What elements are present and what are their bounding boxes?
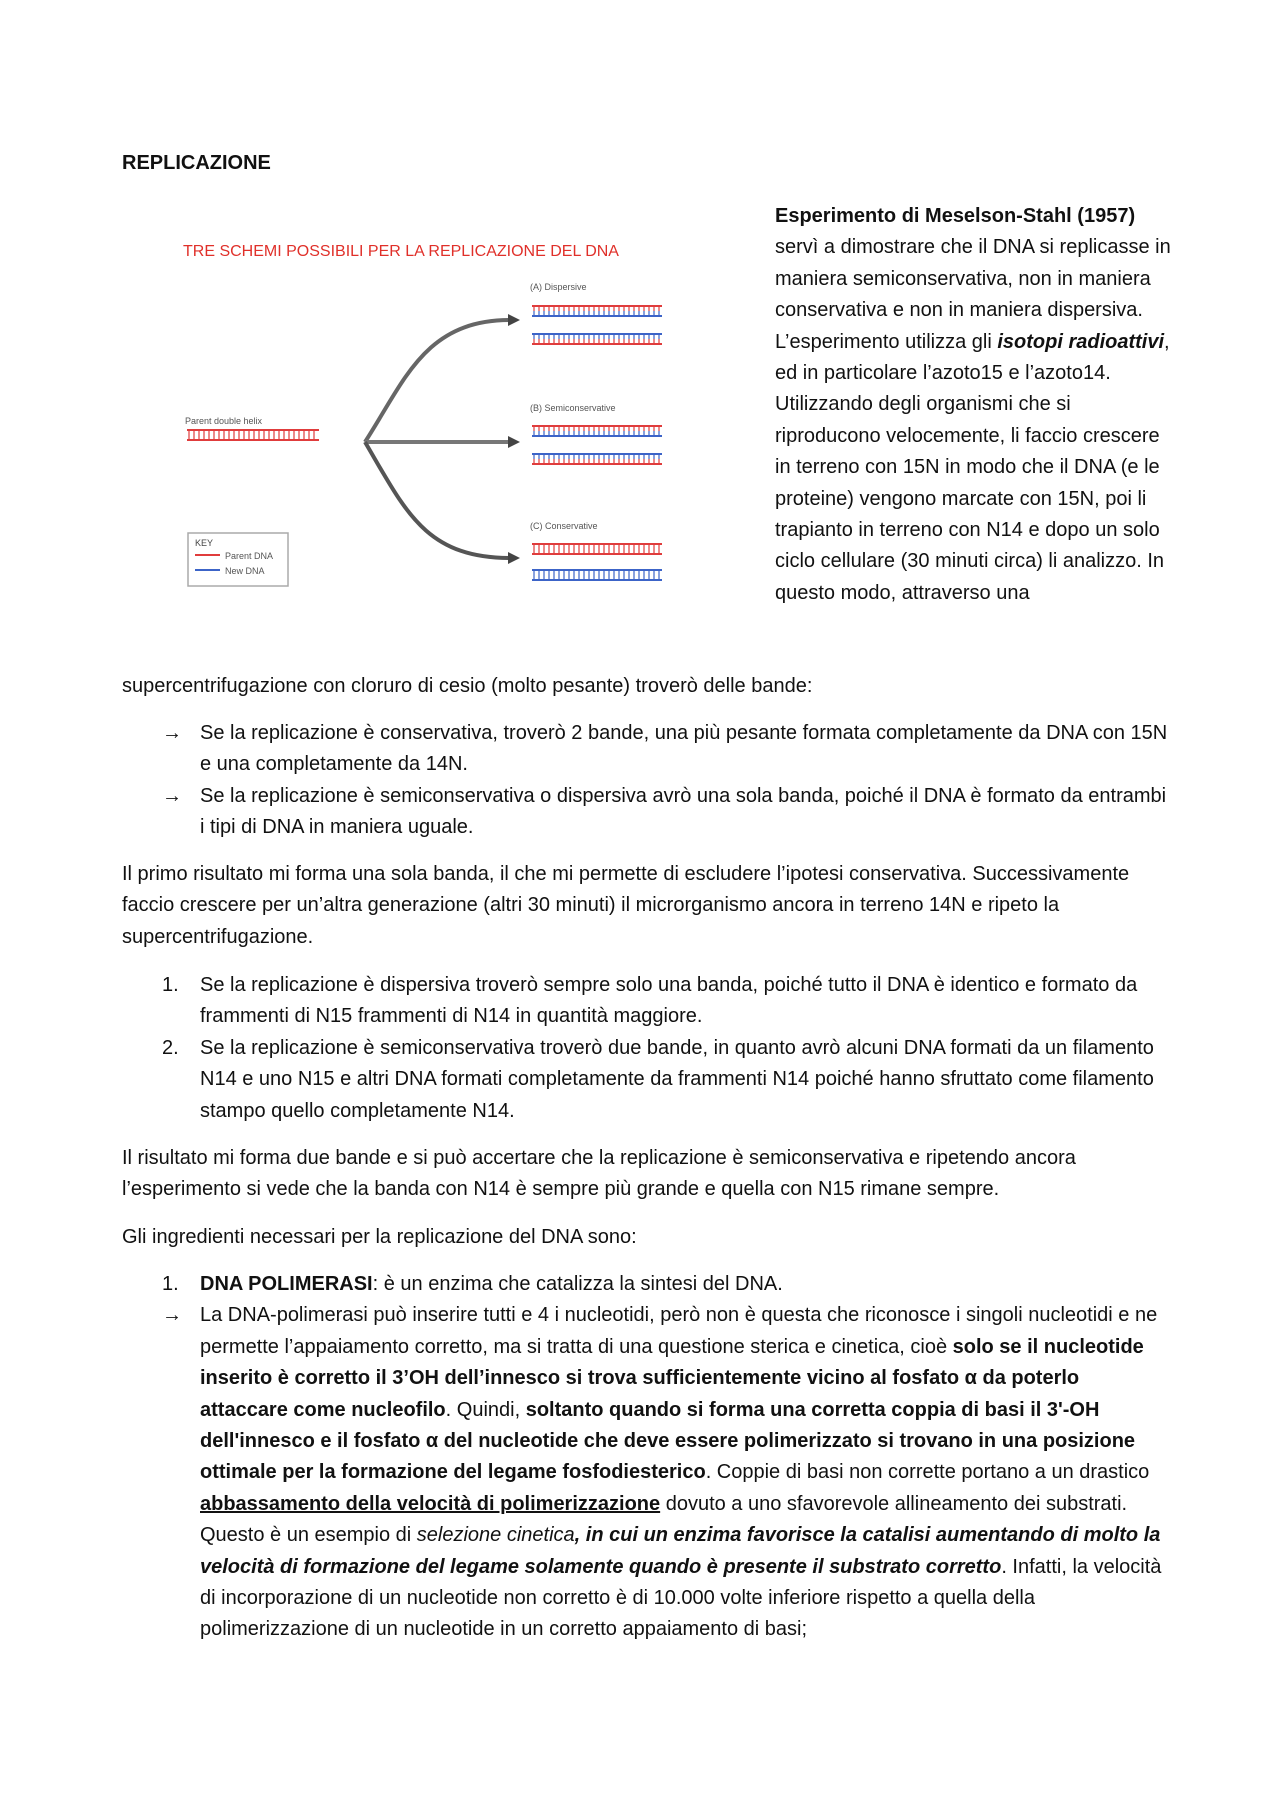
paragraph-4: Gli ingredienti necessari per la replicazione del DNA sono:: [122, 1226, 637, 1248]
list-item-text: Se la replicazione è semiconservativa o dispersiva avrò una sola banda, poiché il DNA è formato da entrambi i tipi di DNA in maniera uguale.: [200, 784, 1167, 839]
semiconservative-helix-2-bottom-strand: [532, 459, 662, 464]
detail-bold-underlined: abbassamento della velocità di polimerizzazione: [200, 1492, 661, 1515]
detail-bold: soltanto quando si forma una corretta coppia di basi il 3'-OH dell'innesco e il fosfato α del nucleotide che deve essere polimerizzato si trovano in una posizione ottimale per la formazione del legame fosfodiesterico: [200, 1398, 1136, 1484]
experiment-heading: Esperimento di Meselson-Stahl (1957): [775, 205, 1136, 227]
list-item: [122, 970, 1172, 1033]
list-item-text: Se la replicazione è conservativa, troverò 2 bande, una più pesante formata completamente da DNA con 15N e una completamente da 14N.: [200, 722, 1168, 776]
arrow-list-1: [122, 718, 1172, 844]
conservative-helix-1-top-strand: [532, 544, 662, 549]
arrowhead-icon: [508, 314, 520, 326]
dispersive-label: (A) Dispersive: [530, 282, 587, 292]
detail-text: La DNA-polimerasi può inserire tutti e 4 i nucleotidi, però non è questa che riconosce i singoli nucleotidi e ne permette l’appaiamento corretto, ma si tratta di una questione sterica e cinetica, cioè: [200, 1304, 1158, 1358]
dispersive-helix-2-bottom-strand: [532, 339, 662, 344]
semiconservative-label: (B) Semiconservative: [530, 403, 616, 413]
intro-text-1: servì a dimostrare che il DNA si replicasse in maniera semiconservativa, non in maniera conservativa e non in maniera dispersiva. L’esperimento utilizza gli: [775, 236, 1171, 353]
replication-schemes-figure: [175, 230, 700, 590]
ingredients-list: [122, 1269, 1172, 1646]
detail-text: . Coppie di basi non corrette portano a un drastico: [705, 1461, 1150, 1484]
arrow-bullet: →: [162, 784, 182, 807]
detail-bold: solo se il nucleotide inserito è corretto il 3’OH dell’innesco si trova sufficientemente vicino al fosfato α da poterlo attaccare come nucleofilo: [200, 1335, 1144, 1421]
intro-paragraph: [775, 201, 1175, 609]
parent-helix-label: Parent double helix: [185, 416, 263, 426]
conservative-helix-2-top-strand: [532, 570, 662, 575]
detail-italic: selezione cinetica: [416, 1524, 575, 1547]
parent-helix-top-strand: [187, 430, 319, 435]
semiconservative-helix-2-top-strand: [532, 454, 662, 459]
list-item-text: Se la replicazione è semiconservativa troverò due bande, in quanto avrò alcuni DNA formati da un filamento N14 e uno N15 e altri DNA formati completamente da frammenti N14 poiché hanno sfruttato come filamento stampo quello completamente N14.: [200, 1036, 1154, 1122]
arrowhead-icon: [508, 552, 520, 564]
arrow-to-dispersive: [365, 320, 510, 442]
intro-emphasis: isotopi radioattivi: [997, 330, 1165, 353]
arrow-bullet: →: [162, 1304, 182, 1327]
list-item: [122, 718, 1172, 781]
list-item: [122, 781, 1172, 844]
list-number: 1.: [162, 974, 179, 996]
conservative-helix-1-bottom-strand: [532, 549, 662, 554]
arrow-to-conservative: [365, 442, 510, 558]
page-title: REPLICAZIONE: [122, 152, 271, 174]
paragraph-3: Il risultato mi forma due bande e si può accertare che la replicazione è semiconservativa e ripetendo ancora l’esperimento si vede che la banda con N14 è sempre più grande e quella con N15 rimane sempre.: [122, 1147, 1076, 1201]
dispersive-helix-1-bottom-strand: [532, 311, 662, 316]
list-item: [122, 1033, 1172, 1127]
list-item: [122, 1300, 1172, 1645]
figure-heading: TRE SCHEMI POSSIBILI PER LA REPLICAZIONE DEL DNA: [183, 243, 619, 260]
ingredient-name: DNA POLIMERASI: [200, 1273, 373, 1295]
key-title: KEY: [195, 538, 214, 548]
ingredient-description: : è un enzima che catalizza la sintesi del DNA.: [372, 1273, 783, 1295]
numbered-list-1: [122, 970, 1172, 1127]
intro-text-2: , ed in particolare l’azoto15 e l’azoto14. Utilizzando degli organismi che si riproducono velocemente, li faccio crescere in terreno con 15N in modo che il DNA (e le proteine) vengono marcate con 15N, poi li trapianto in terreno con N14 e dopo un solo ciclo cellulare (30 minuti circa) li analizzo. In questo modo, attraverso una: [775, 330, 1170, 604]
detail-text: dovuto a uno sfavorevole allineamento dei substrati. Questo è un esempio di: [200, 1492, 1128, 1547]
parent-helix-bottom-strand: [187, 435, 319, 440]
conservative-label: (C) Conservative: [530, 521, 598, 531]
intro-continuation: supercentrifugazione con cloruro di cesio (molto pesante) troverò delle bande:: [122, 675, 813, 697]
arrow-bullet: →: [162, 722, 182, 744]
detail-text: . Quindi,: [445, 1398, 526, 1421]
detail-text: . Infatti, la velocità di incorporazione di un nucleotide non corretto è di 10.000 volte inferiore rispetto a quella della polimerizzazione di un nucleotide in un corretto appaiamento di basi;: [200, 1555, 1162, 1641]
detail-bold-italic: , in cui un enzima favorisce la catalisi aumentando di molto la velocità di formazione del legame solamente quando è presente il substrato corretto: [200, 1524, 1161, 1578]
list-number: 2.: [162, 1036, 179, 1059]
semiconservative-helix-1-bottom-strand: [532, 431, 662, 436]
list-item: [122, 1269, 1172, 1300]
arrowhead-icon: [508, 436, 520, 448]
paragraph-2: Il primo risultato mi forma una sola banda, il che mi permette di escludere l’ipotesi conservativa. Successivamente faccio crescere per un’altra generazione (altri 30 minuti) il microrganismo ancora in terreno 14N e ripeto la supercentrifugazione.: [122, 863, 1130, 948]
list-item-text: Se la replicazione è dispersiva troverò sempre solo una banda, poiché tutto il DNA è identico e formato da frammenti di N15 frammenti di N14 in quantità maggiore.: [200, 974, 1138, 1028]
conservative-helix-2-bottom-strand: [532, 575, 662, 580]
dispersive-helix-2-top-strand: [532, 334, 662, 339]
semiconservative-helix-1-top-strand: [532, 426, 662, 431]
key-new-label: New DNA: [225, 566, 265, 576]
list-number: 1.: [162, 1273, 179, 1295]
key-parent-label: Parent DNA: [225, 551, 274, 561]
dispersive-helix-1-top-strand: [532, 306, 662, 311]
